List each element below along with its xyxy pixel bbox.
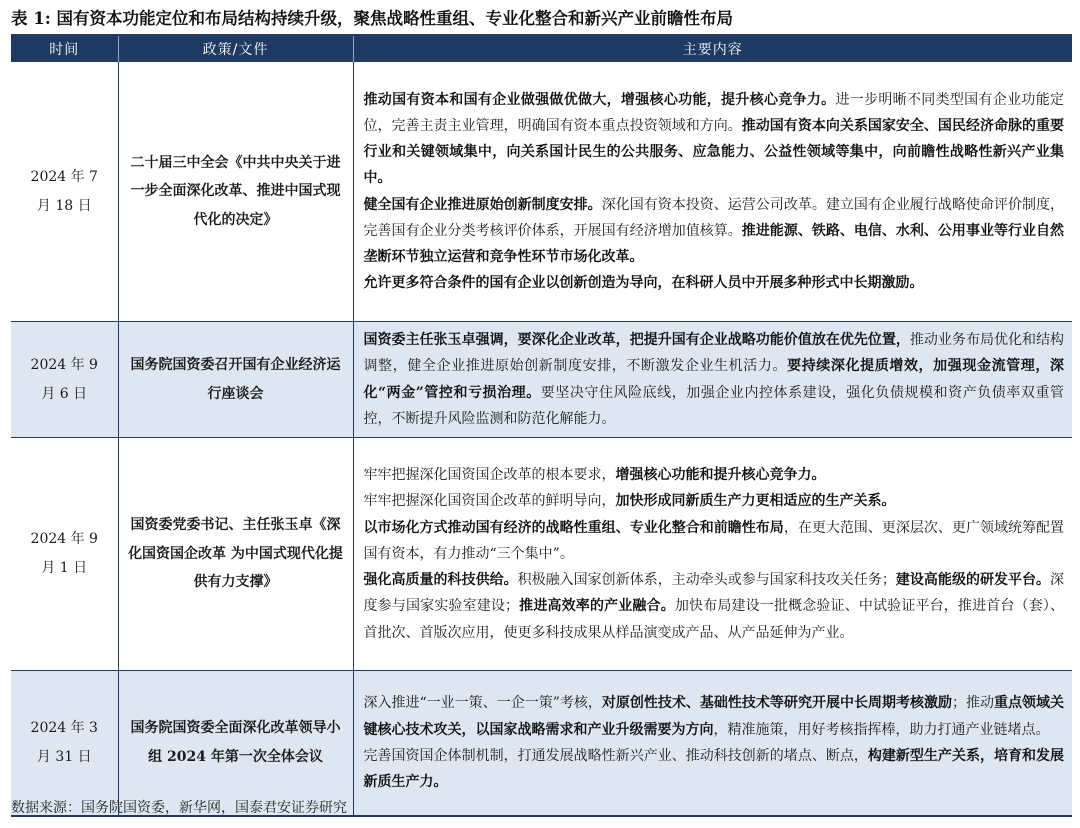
row-date: 2024 年 3 月 31 日	[11, 671, 118, 816]
body-text: 加快布局建设一批概念验证、中试验证平台，推进首台（套）、首批次、首版次应用，使更多科技成果从样品演变成产品、从产品延伸为产业。	[363, 598, 1065, 641]
row-policy-document: 国务院国资委召开国有企业经济运行座谈会	[118, 322, 353, 438]
row-main-content	[353, 438, 1072, 671]
row-date: 2024 年 9 月 6 日	[11, 322, 118, 438]
table-row	[11, 62, 1072, 322]
body-text: ；推动	[951, 695, 994, 712]
table-row	[11, 322, 1072, 438]
body-text: 完善国资国企体制机制，打通发展战略性新兴产业、推动科技创新的堵点、断点，	[363, 747, 868, 764]
content-paragraph	[364, 327, 1065, 432]
emphasis-text: 构建新型生产关系，培育和发展新质生产力。	[363, 747, 1065, 790]
emphasis-text: 推动国有资本向关系国家安全、国民经济命脉的重要行业和关键领域集中，向关系国计民生的公共服务、应急能力、公益性领域等集中，向前瞻性战略性新兴产业集中。	[363, 117, 1065, 187]
body-text: 积极融入国家创新体系，主动牵头或参与国家科技攻关任务；	[517, 572, 896, 589]
content-paragraph	[364, 743, 1065, 795]
emphasis-text: 加快形成同新质生产力更相适应的生产关系。	[615, 493, 896, 510]
body-text: ，精准施策，用好考核指挥棒，助力打通产业链堵点。	[713, 721, 1050, 738]
row-main-content	[353, 62, 1072, 322]
row-date: 2024 年 7 月 18 日	[11, 62, 118, 322]
content-paragraph	[364, 690, 1065, 742]
content-paragraph	[364, 462, 1065, 488]
emphasis-text: 健全国有企业推进原始创新制度安排。	[363, 196, 602, 213]
table-row	[11, 671, 1072, 816]
header-time: 时间	[11, 36, 118, 62]
row-main-content	[353, 322, 1072, 438]
emphasis-text: 推进能源、铁路、电信、水利、公用事业等行业自然垄断环节独立运营和竞争性环节市场化改革。	[363, 222, 1065, 265]
emphasis-text: 建设高能级的研发平台。	[895, 572, 1051, 589]
table-title: 表 1: 国有资本功能定位和布局结构持续升级，聚焦战略性重组、专业化整合和新兴产业前瞻性布局	[11, 9, 734, 28]
content-paragraph	[364, 87, 1065, 192]
emphasis-text: 推动国有资本和国有企业做强做优做大，增强核心功能，提升核心竞争力。	[363, 91, 836, 108]
table-header-row	[11, 36, 1072, 62]
row-main-content	[353, 671, 1072, 816]
content-paragraph	[364, 567, 1065, 646]
body-text: 深化国有资本投资、运营公司改革。建立国有企业履行战略使命评价制度，完善国有企业分类考核评价体系，开展国有经济增加值核算。	[363, 196, 1065, 239]
body-text: 要坚决守住风险底线，加强企业内控体系建设，强化负债规模和资产负债率双重管控，不断提升风险监测和防范化解能力。	[363, 384, 1065, 427]
content-paragraph	[364, 192, 1065, 271]
body-text: 深入推进“一业一策、一企一策”考核，	[363, 695, 602, 712]
emphasis-text: 强化高质量的科技供给。	[363, 572, 518, 589]
header-policy: 政策/文件	[118, 36, 353, 62]
row-policy-document: 国资委党委书记、主任张玉卓《深化国资国企改革 为中国式现代化提供有力支撑》	[118, 438, 353, 671]
row-date: 2024 年 9 月 1 日	[11, 438, 118, 671]
body-text: 牢牢把握深化国资国企改革的鲜明导向，	[363, 493, 616, 510]
emphasis-text: 以市场化方式推动国有经济的战略性重组、专业化整合和前瞻性布局	[363, 519, 784, 536]
emphasis-text: 增强核心功能和提升核心竞争力。	[615, 467, 826, 484]
body-text: 进一步明晰不同类型国有企业功能定位，完善主责主业管理，明确国有资本重点投资领域和方向。	[363, 91, 1064, 134]
body-text: 深度参与国家实验室建设；	[363, 572, 1065, 615]
content-paragraph	[364, 488, 1065, 514]
header-content: 主要内容	[353, 36, 1072, 62]
emphasis-text: 推进高效率的产业融合。	[519, 598, 675, 615]
table-row	[11, 438, 1072, 671]
row-policy-document: 二十届三中全会《中共中央关于进一步全面深化改革、推进中国式现代化的决定》	[118, 62, 353, 322]
content-paragraph	[364, 515, 1065, 567]
emphasis-text: 要持续深化提质增效，加强现金流管理，深化“两金”管控和亏损治理。	[363, 358, 1065, 401]
policy-table	[11, 36, 1072, 817]
row-policy-document: 国务院国资委全面深化改革领导小组 2024 年第一次全体会议	[118, 671, 353, 816]
content-paragraph	[364, 270, 1065, 296]
body-text: ，在更大范围、更深层次、更广领域统筹配置国有资本，有力推动“三个集中”。	[363, 519, 1065, 562]
emphasis-text: 对原创性技术、基础性技术等研究开展中长周期考核激励	[601, 695, 952, 712]
emphasis-text: 国资委主任张玉卓强调，要深化企业改革，把提升国有企业战略功能价值放在优先位置，	[363, 332, 910, 349]
table-body	[11, 62, 1072, 816]
body-text: 推动业务布局优化和结构调整，健全企业推进原始创新制度安排，不断激发企业生机活力。	[363, 332, 1065, 375]
body-text: 牢牢把握深化国资国企改革的根本要求，	[363, 467, 616, 484]
emphasis-text: 重点领域关键核心技术攻关，以国家战略需求和产业升级需要为方向	[363, 695, 1065, 738]
data-source-note: 数据来源：国务院国资委，新华网，国泰君安证券研究	[11, 800, 347, 816]
emphasis-text: 允许更多符合条件的国有企业以创新创造为导向，在科研人员中开展多种形式中长期激励。	[363, 275, 924, 292]
